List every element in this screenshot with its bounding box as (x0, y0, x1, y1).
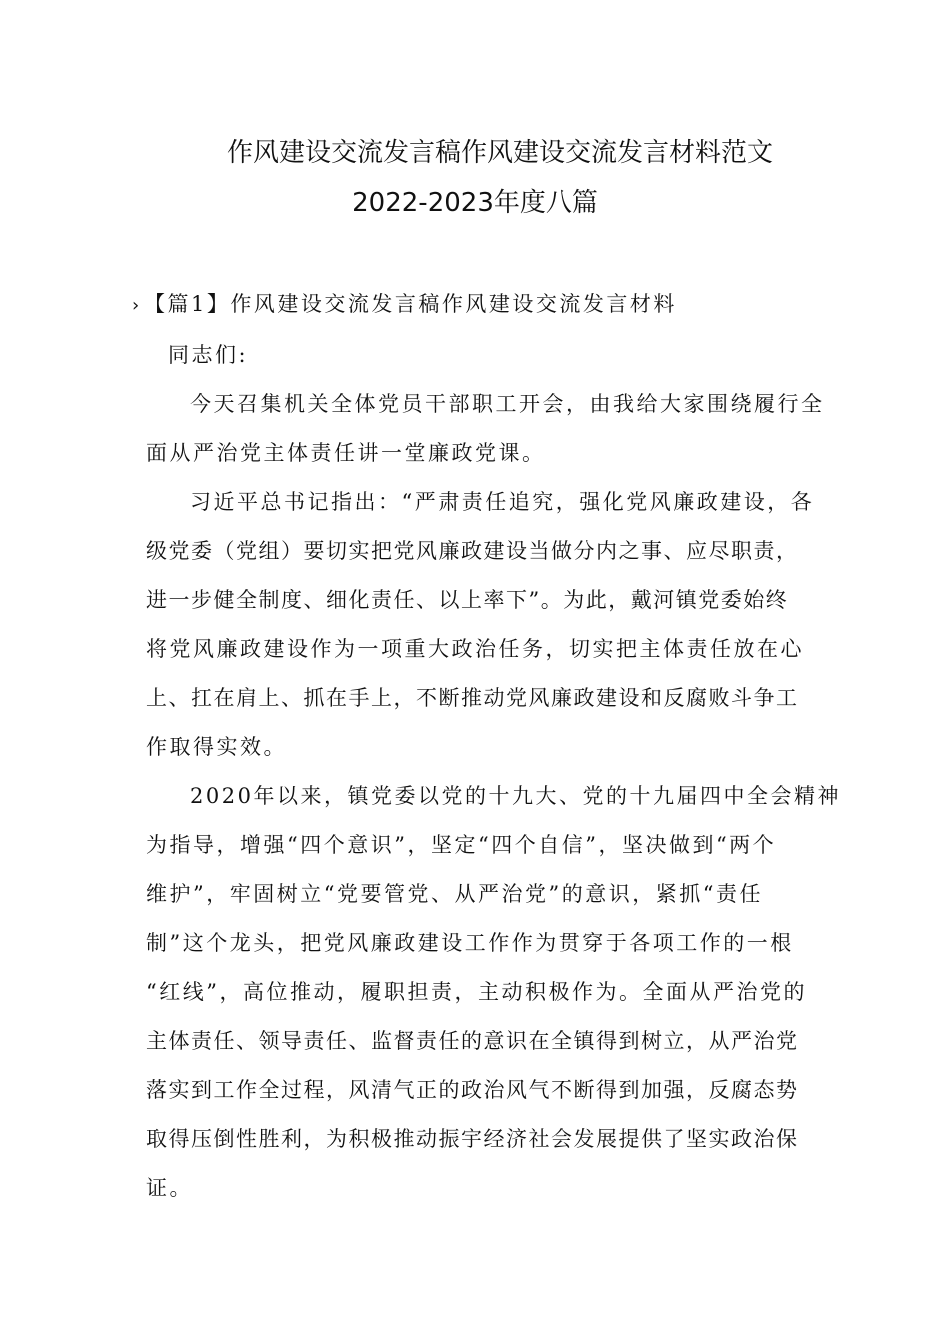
paragraph-line: 维护”，牢固树立“党要管党、从严治党”的意识，紧抓“责任 (146, 882, 763, 906)
paragraph-line: 2020年以来，镇党委以党的十九大、党的十九届四中全会精神 (190, 784, 841, 808)
paragraph-line: 级党委（党组）要切实把党风廉政建设当做分内之事、应尽职责， (146, 539, 799, 563)
paragraph-line: 主体责任、领导责任、监督责任的意识在全镇得到树立，从严治党 (146, 1029, 799, 1053)
paragraph-line: “红线”，高位推动，履职担责，主动积极作为。全面从严治党的 (146, 980, 807, 1004)
greeting: 同志们: (168, 343, 249, 367)
paragraph-1 (146, 380, 825, 478)
paragraph-line: 为指导，增强“四个意识”，坚定“四个自信”，坚决做到“两个 (146, 833, 777, 857)
paragraph-line: 习近平总书记指出：“严肃责任追究，强化党风廉政建设，各 (190, 490, 815, 514)
paragraph-line: 作取得实效。 (146, 735, 287, 759)
paragraph-line: 将党风廉政建设作为一项重大政治任务，切实把主体责任放在心 (146, 637, 804, 661)
section-heading-text: 【篇1】作风建设交流发言稿作风建设交流发言材料 (144, 292, 677, 316)
paragraph-line: 进一步健全制度、细化责任、以上率下”。为此，戴河镇党委始终 (146, 588, 789, 612)
paragraph-line: 面从严治党主体责任讲一堂廉政党课。 (146, 441, 546, 465)
title-line-1: 作风建设交流发言稿作风建设交流发言材料范文 (226, 138, 773, 168)
section-heading (132, 280, 812, 330)
title-line-2: 2022-2023年度八篇 (352, 188, 598, 218)
paragraph-line: 落实到工作全过程，风清气正的政治风气不断得到加强，反腐态势 (146, 1078, 799, 1102)
paragraph-line: 取得压倒性胜利，为积极推动振宇经济社会发展提供了坚实政治保 (146, 1127, 799, 1151)
document-title (0, 128, 950, 228)
paragraph-2 (146, 478, 815, 772)
paragraph-line: 今天召集机关全体党员干部职工开会，由我给大家围绕履行全 (190, 392, 825, 416)
paragraph-line: 证。 (146, 1176, 193, 1200)
document-body (132, 280, 841, 1213)
paragraph-line: 制”这个龙头，把党风廉政建设工作作为贯穿于各项工作的一根 (146, 931, 794, 955)
paragraph-3 (146, 772, 841, 1213)
chevron-right-icon: › (132, 295, 140, 316)
paragraph-line: 上、扛在肩上、抓在手上，不断推动党风廉政建设和反腐败斗争工 (146, 686, 799, 710)
